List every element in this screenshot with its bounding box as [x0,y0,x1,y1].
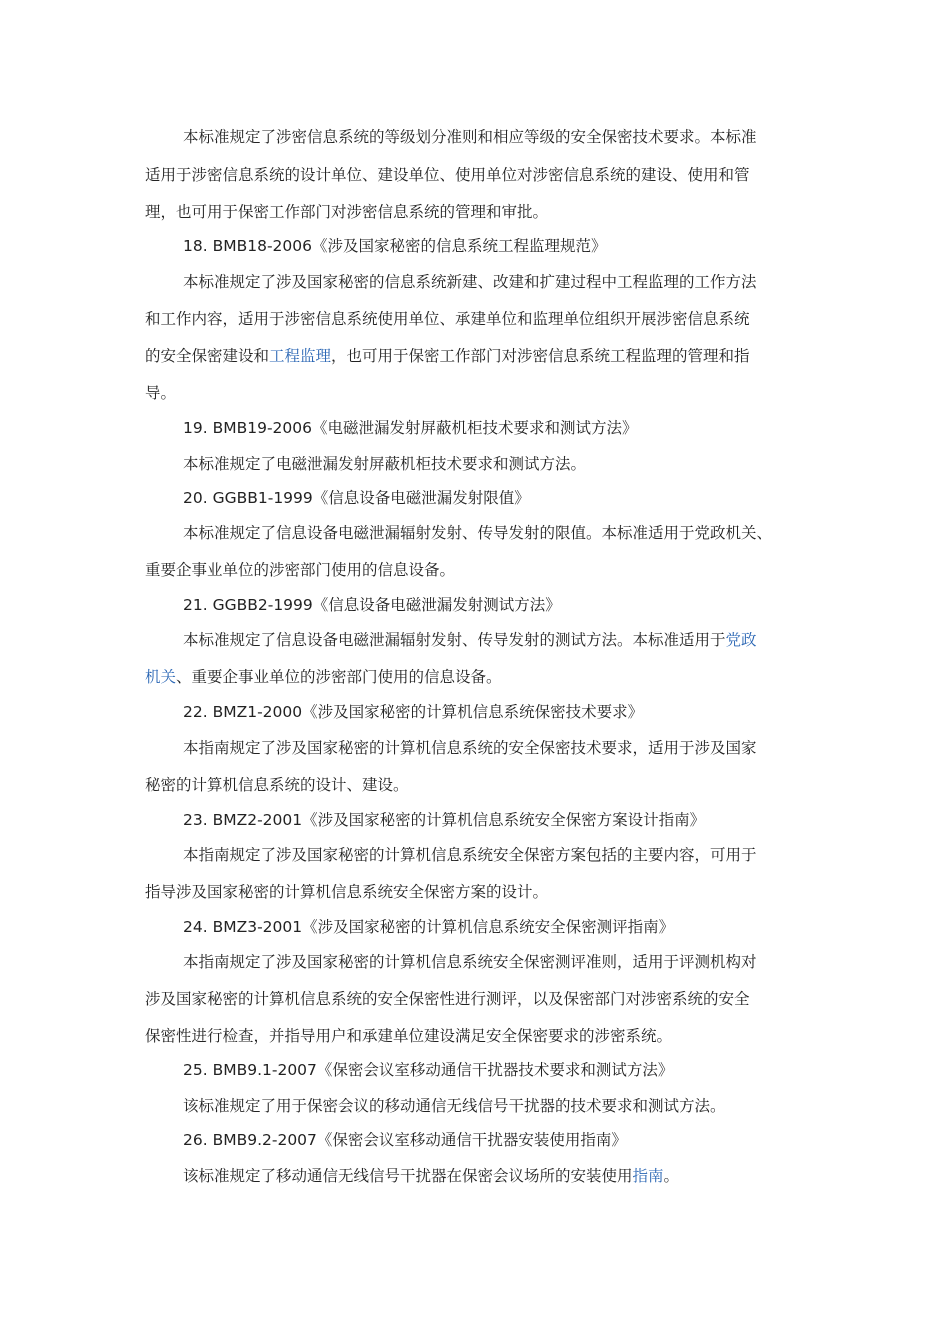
paragraph-18-line-4: 导。 [145,384,177,402]
link-engineering-supervision[interactable]: 工程监理 [269,347,332,365]
paragraph-23-line-2: 指导涉及国家秘密的计算机信息系统安全保密方案的设计。 [145,883,549,901]
heading-19: 19. BMB19-2006《电磁泄漏发射屏蔽机柜技术要求和测试方法》 [183,419,638,437]
paragraph-20-line-1: 本标准规定了信息设备电磁泄漏辐射发射、传导发射的限值。本标准适用于党政机关、 [183,524,773,542]
paragraph-21-line-1 [183,630,757,650]
paragraph-23-line-1: 本指南规定了涉及国家秘密的计算机信息系统安全保密方案包括的主要内容，可用于 [183,846,757,864]
heading-23: 23. BMZ2-2001《涉及国家秘密的计算机信息系统安全保密方案设计指南》 [183,811,706,829]
paragraph-21-line-2 [145,667,502,687]
paragraph-20-line-2: 重要企事业单位的涉密部门使用的信息设备。 [145,561,456,579]
heading-18: 18. BMB18-2006《涉及国家秘密的信息系统工程监理规范》 [183,237,607,255]
paragraph-26-text-b: 。 [663,1167,680,1185]
heading-26: 26. BMB9.2-2007《保密会议室移动通信干扰器安装使用指南》 [183,1131,627,1149]
heading-21: 21. GGBB2-1999《信息设备电磁泄漏发射测试方法》 [183,596,561,614]
paragraph-26-text-a: 该标准规定了移动通信无线信号干扰器在保密会议场所的安装使用 [183,1167,633,1185]
paragraph-18-line-1: 本标准规定了涉及国家秘密的信息系统新建、改建和扩建过程中工程监理的工作方法 [183,273,757,291]
paragraph-17-line-3: 理，也可用于保密工作部门对涉密信息系统的管理和审批。 [145,203,549,221]
link-party-government-2[interactable]: 机关 [145,668,177,686]
heading-22: 22. BMZ1-2000《涉及国家秘密的计算机信息系统保密技术要求》 [183,703,644,721]
paragraph-22-line-1: 本指南规定了涉及国家秘密的计算机信息系统的安全保密技术要求，适用于涉及国家 [183,739,757,757]
paragraph-22-line-2: 秘密的计算机信息系统的设计、建设。 [145,776,409,794]
paragraph-17-line-1: 本标准规定了涉密信息系统的等级划分准则和相应等级的安全保密技术要求。本标准 [183,128,757,146]
paragraph-24-line-2: 涉及国家秘密的计算机信息系统的安全保密性进行测评，以及保密部门对涉密系统的安全 [145,990,750,1008]
heading-25: 25. BMB9.1-2007《保密会议室移动通信干扰器技术要求和测试方法》 [183,1061,674,1079]
paragraph-24-line-3: 保密性进行检查，并指导用户和承建单位建设满足安全保密要求的涉密系统。 [145,1027,673,1045]
paragraph-17-line-2: 适用于涉密信息系统的设计单位、建设单位、使用单位对涉密信息系统的建设、使用和管 [145,166,750,184]
paragraph-21-text-b: 、重要企事业单位的涉密部门使用的信息设备。 [176,668,502,686]
link-guide[interactable]: 指南 [632,1167,664,1185]
paragraph-18-text-b: ，也可用于保密工作部门对涉密信息系统工程监理的管理和指 [331,347,750,365]
link-party-government-1[interactable]: 党政 [725,631,757,649]
paragraph-18-text-a: 的安全保密建设和 [145,347,270,365]
paragraph-21-text-a: 本标准规定了信息设备电磁泄漏辐射发射、传导发射的测试方法。本标准适用于 [183,631,726,649]
heading-20: 20. GGBB1-1999《信息设备电磁泄漏发射限值》 [183,489,530,507]
heading-24: 24. BMZ3-2001《涉及国家秘密的计算机信息系统安全保密测评指南》 [183,918,675,936]
paragraph-18-line-2: 和工作内容，适用于涉密信息系统使用单位、承建单位和监理单位组织开展涉密信息系统 [145,310,750,328]
paragraph-25: 该标准规定了用于保密会议的移动通信无线信号干扰器的技术要求和测试方法。 [183,1097,726,1115]
paragraph-26-line-1 [183,1166,679,1186]
paragraph-19: 本标准规定了电磁泄漏发射屏蔽机柜技术要求和测试方法。 [183,455,587,473]
paragraph-24-line-1: 本指南规定了涉及国家秘密的计算机信息系统安全保密测评准则，适用于评测机构对 [183,953,757,971]
paragraph-18-line-3 [145,346,750,366]
